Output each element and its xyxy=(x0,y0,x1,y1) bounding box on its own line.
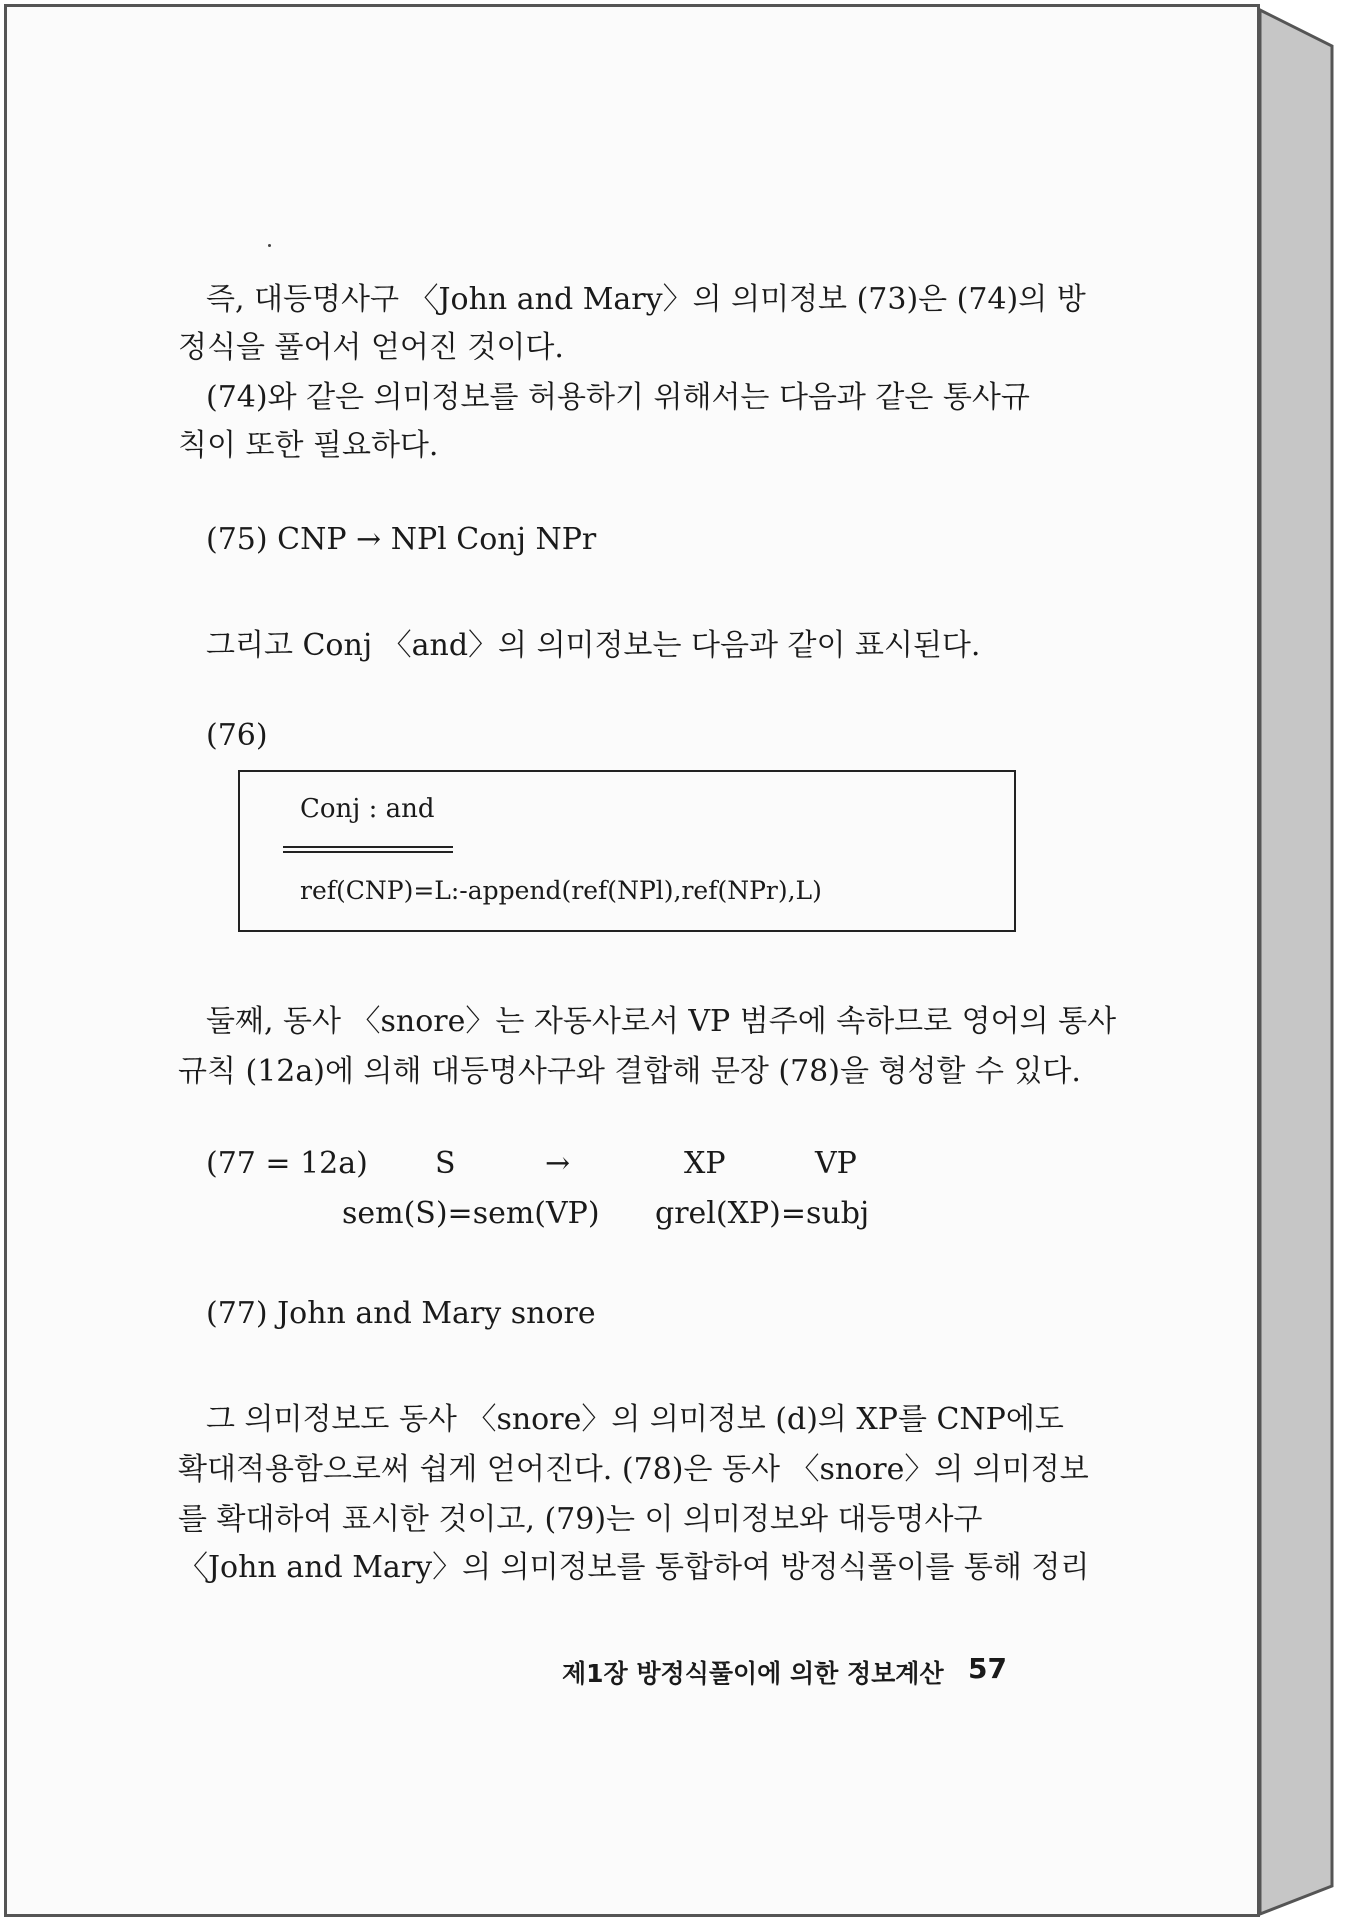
p1-line2: 정식을 풀어서 얻어진 것이다. xyxy=(178,330,564,365)
rule-grel: grel(XP)=subj xyxy=(655,1196,870,1231)
box-conj-line: Conj : and xyxy=(300,794,435,824)
box-double-rule xyxy=(283,846,453,853)
p2-line2: 칙이 또한 필요하다. xyxy=(178,428,439,463)
rule-xp: XP xyxy=(684,1146,726,1181)
p4-line1: 둘째, 동사 〈snore〉는 자동사로서 VP 범주에 속하므로 영어의 통사 xyxy=(206,1004,1117,1039)
page-number: 57 xyxy=(968,1652,1007,1685)
box-ref-line: ref(CNP)=L:-append(ref(NPl),ref(NPr),L) xyxy=(300,876,822,905)
example-77a-label: (77 = 12a) xyxy=(206,1146,368,1181)
rule-arrow: → xyxy=(545,1146,571,1181)
p4-line2: 규칙 (12a)에 의해 대등명사구와 결합해 문장 (78)을 형성할 수 있다. xyxy=(178,1054,1081,1089)
rule-vp: VP xyxy=(815,1146,857,1181)
p5-line1: 그 의미정보도 동사 〈snore〉의 의미정보 (d)의 XP를 CNP에도 xyxy=(206,1402,1064,1437)
running-footer: 제1장 방정식풀이에 의한 정보계산 xyxy=(562,1659,944,1688)
p1-line1: 즉, 대등명사구 〈John and Mary〉의 의미정보 (73)은 (74)의 방 xyxy=(206,282,1086,317)
p5-line4: 〈John and Mary〉의 의미정보를 통합하여 방정식풀이를 통해 정리 xyxy=(178,1550,1090,1585)
p3-line: 그리고 Conj 〈and〉의 의미정보는 다음과 같이 표시된다. xyxy=(206,628,981,663)
p5-line2: 확대적용함으로써 쉽게 얻어진다. (78)은 동사 〈snore〉의 의미정보 xyxy=(178,1452,1089,1487)
stray-mark xyxy=(268,244,271,247)
p2-line1: (74)와 같은 의미정보를 허용하기 위해서는 다음과 같은 통사규 xyxy=(206,380,1030,415)
example-75: (75) CNP → NPl Conj NPr xyxy=(206,522,597,557)
rule-s: S xyxy=(435,1146,456,1181)
example-77: (77) John and Mary snore xyxy=(206,1296,596,1331)
p5-line3: 를 확대하여 표시한 것이고, (79)는 이 의미정보와 대등명사구 xyxy=(178,1502,983,1537)
page-spine xyxy=(1258,8,1336,1916)
rule-sem: sem(S)=sem(VP) xyxy=(342,1196,600,1231)
example-76-label: (76) xyxy=(206,718,268,753)
